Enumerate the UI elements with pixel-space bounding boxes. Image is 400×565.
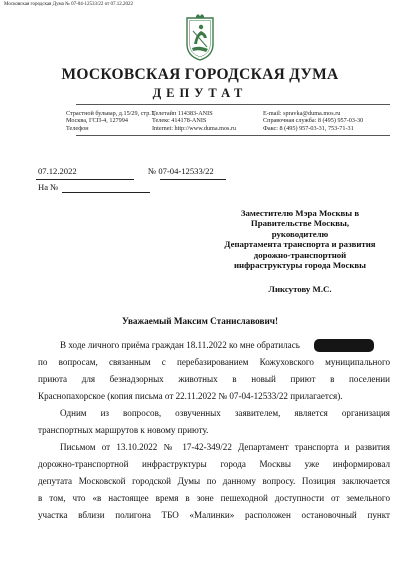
help-desk-line: Справочная служба: 8 (495) 957-03-30 xyxy=(263,117,364,125)
body-line: В ходе личного приёма граждан 18.11.2022 ко мне обратилась xyxy=(60,340,300,350)
addressee-line: руководителю xyxy=(271,228,329,239)
header-divider-bottom xyxy=(76,135,390,136)
header-divider-top xyxy=(76,104,390,105)
body-line: приюта для безнадзорных животных в новый приют в поселении xyxy=(38,374,390,384)
document-date: 07.12.2022 xyxy=(38,166,77,176)
email-line: E-mail: spravka@duma.mos.ru xyxy=(263,110,341,117)
addressee-name: Ликсутову М.С. xyxy=(268,284,332,294)
body-line: по вопросам, связанным с перебазированием Кожуховского муниципального xyxy=(38,357,390,367)
organization-name: МОСКОВСКАЯ ГОРОДСКАЯ ДУМА xyxy=(61,66,339,83)
number-underline xyxy=(160,179,226,180)
date-underline xyxy=(36,179,134,180)
addressee-block xyxy=(205,208,395,270)
addressee-line: инфраструктуры города Москвы xyxy=(233,260,367,271)
body-line: депутата Московской городской Думы по данному вопросу. Позиция заключается xyxy=(38,476,390,486)
addressee-line: Департамента транспорта и развития xyxy=(224,239,376,250)
document-header-strip: Московская городская Дума № 07-04-12533/22 от 07.12.2022 xyxy=(4,2,133,7)
body-line: участка вблизи полигона ТБО «Малинки» расположен остановочный пункт xyxy=(38,510,390,520)
body-line: Письмом от 13.10.2022 № 17-42-349/22 Департамент транспорта и развития xyxy=(60,442,390,452)
addressee-line: Правительстве Москвы, xyxy=(250,218,350,229)
website-line: Internet: http://www.duma.mos.ru xyxy=(152,124,237,132)
addressee-line: Заместителю Мэра Москвы в xyxy=(240,208,360,218)
moscow-coat-of-arms-icon xyxy=(182,14,218,62)
reply-to-underline xyxy=(62,192,150,193)
teletype-line: Телетайп 114383-ANIS xyxy=(152,110,213,117)
telex-line: Телекс 414178-ANIS xyxy=(152,117,207,125)
contact-column-telex xyxy=(152,110,236,132)
body-line: транспортных маршрутов к новому приюту. xyxy=(38,425,209,435)
redaction-mark xyxy=(314,339,374,352)
salutation: Уважаемый Максим Станиславович! xyxy=(121,316,279,326)
contact-column-email xyxy=(263,110,363,132)
address-line: Москва, ГСП-4, 127994 xyxy=(66,117,128,125)
phone-label: Телефон xyxy=(66,124,89,132)
deputy-title: ДЕПУТАТ xyxy=(152,86,248,100)
fax-line: Факс: 8 (495) 957-03-31, 753-71-31 xyxy=(263,124,354,132)
addressee-line: дорожно-транспортной xyxy=(253,249,347,260)
address-line: Страстной бульвар, д.15/29, стр.1, xyxy=(66,110,156,117)
reply-to-label: На № xyxy=(38,182,59,192)
body-line: Краснопахорское (копия письма от 22.11.2022 № 07-04-12533/22 прилагается). xyxy=(38,391,343,401)
body-line: в том, что «в настоящее время в зоне пешеходной доступности от земельного xyxy=(38,493,390,503)
document-number: № 07-04-12533/22 xyxy=(148,166,214,176)
body-line: дорожно-транспортной инфраструктуры города Москвы уже информировал xyxy=(38,459,390,469)
contact-column-address xyxy=(66,110,156,132)
body-line: Одним из вопросов, озвученных заявителем, является организация xyxy=(60,408,390,418)
